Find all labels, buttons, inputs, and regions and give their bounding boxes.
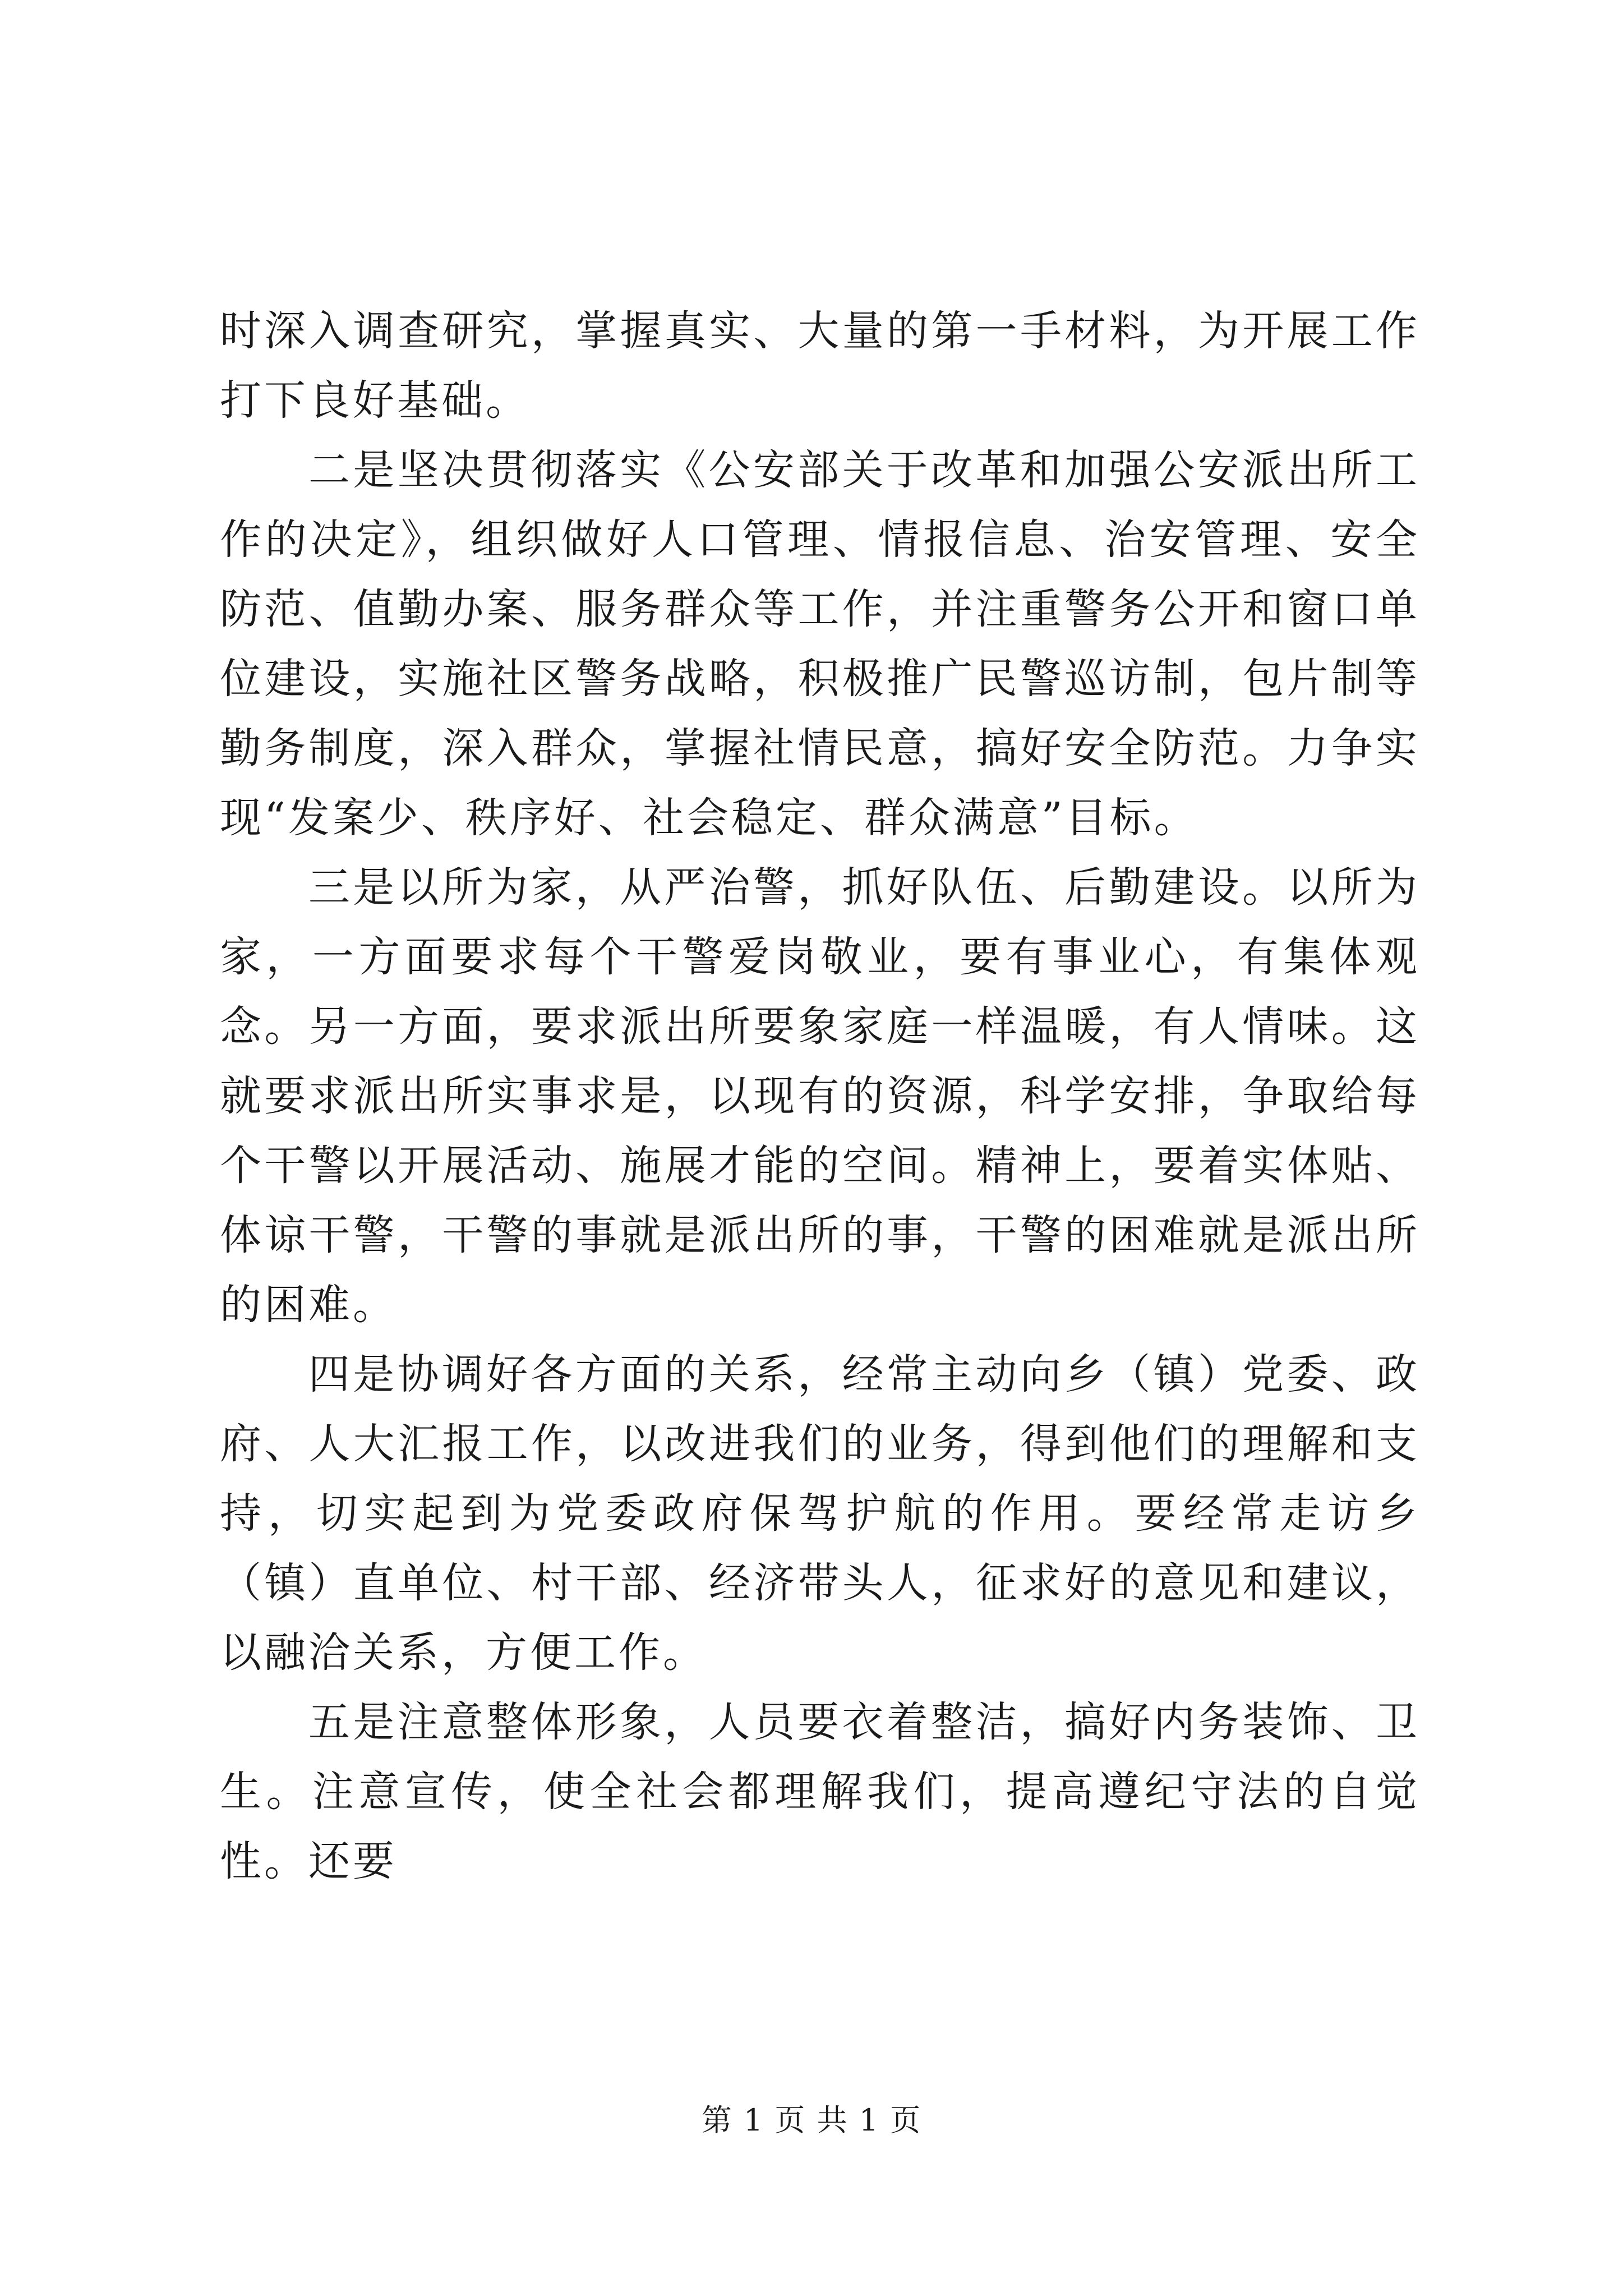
document-body [220, 296, 1420, 1896]
page-footer: 第 1 页 共 1 页 [701, 2102, 922, 2138]
paragraph-point-five: 五是注意整体形象，人员要衣着整洁，搞好内务装饰、卫生。注意宣传，使全社会都理解我们，提高遵纪守法的自觉性。还要 [220, 1698, 1420, 1885]
paragraph-point-four: 四是协调好各方面的关系，经常主动向乡（镇）党委、政府、人大汇报工作，以改进我们的业务，得到他们的理解和支持，切实起到为党委政府保驾护航的作用。要经常走访乡（镇）直单位、村干部、经济带头人，征求好的意见和建议，以融洽关系，方便工作。 [220, 1350, 1420, 1677]
paragraph-continuation: 时深入调查研究，掌握真实、大量的第一手材料，为开展工作打下良好基础。 [220, 307, 1420, 425]
paragraph-point-three: 三是以所为家，从严治警，抓好队伍、后勤建设。以所为家，一方面要求每个干警爱岗敬业，要有事业心，有集体观念。另一方面，要求派出所要象家庭一样温暖，有人情味。这就要求派出所实事求是，以现有的资源，科学安排，争取给每个干警以开展活动、施展才能的空间。精神上，要着实体贴、体谅干警，干警的事就是派出所的事，干警的困难就是派出所的困难。 [220, 863, 1420, 1329]
paragraph-point-two: 二是坚决贯彻落实《公安部关于改革和加强公安派出所工作的决定》，组织做好人口管理、情报信息、治安管理、安全防范、值勤办案、服务群众等工作，并注重警务公开和窗口单位建设，实施社区警务战略，积极推广民警巡访制，包片制等勤务制度，深入群众，掌握社情民意，搞好安全防范。力争实现“发案少、秩序好、社会稳定、群众满意”目标。 [220, 446, 1420, 842]
